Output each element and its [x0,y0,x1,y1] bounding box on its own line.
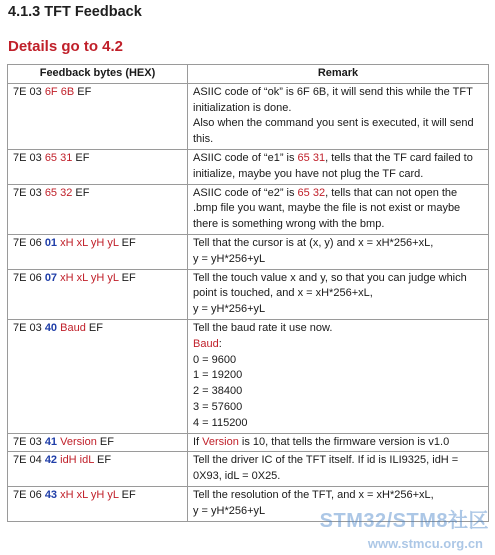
remark-cell [188,184,489,234]
remark-line [193,435,484,451]
byte-segment: 7E 04 [13,454,45,467]
remark-segment: Tell the baud rate it use now. [193,321,333,334]
remark-cell [188,319,489,433]
remark-line [193,453,484,485]
remark-segment: 4 = 115200 [193,416,248,429]
remark-segment: Tell that the cursor is at (x, y) and x = xH*256+xL, [193,236,434,249]
byte-segment: 42 [44,454,58,467]
remark-line [193,302,484,318]
byte-segment: idH idL [60,454,94,467]
remark-line [193,488,484,504]
watermark: STM32/STM8社区 [319,510,489,532]
remark-segment: 65 31 [297,151,326,164]
remark-segment: 1 = 19200 [193,369,243,382]
tft-feedback-table [7,64,489,522]
remark-line [193,186,484,233]
feedback-bytes-cell [8,83,188,149]
remark-segment: ASIIC code of “e1” is [193,151,298,164]
remark-segment: y = yH*256+yL [193,252,266,265]
remark-segment: 3 = 57600 [193,400,243,413]
details-subtitle: Details go to 4.2 [8,38,124,55]
table-row [8,83,489,149]
byte-segment: 7E 03 [13,151,45,164]
feedback-bytes-cell [8,149,188,184]
table-row [8,433,489,452]
byte-segment: 7E 03 [13,186,45,199]
table-row [8,234,489,269]
feedback-bytes-cell [8,452,188,487]
remark-segment: , tells that the TF card failed to initialize, maybe you have not plug the TF card. [193,151,473,180]
feedback-bytes-cell [8,184,188,234]
byte-segment: 65 31 [44,151,73,164]
byte-segment: xH xL yH yL [60,271,119,284]
table-row [8,149,489,184]
byte-segment: EF [93,454,112,467]
remark-cell [188,149,489,184]
byte-segment: EF [74,85,92,98]
byte-segment: xH xL yH yL [60,236,119,249]
remark-segment: y = yH*256+yL [193,504,266,517]
byte-segment: 7E 03 [13,435,45,448]
byte-segment: 40 [44,321,58,334]
remark-line [193,368,484,384]
byte-segment: EF [118,236,136,249]
byte-segment: 7E 03 [13,85,45,98]
remark-segment: , tells that can not open the .bmp file you want, maybe the file is not exist or maybe there is something wrong with the bmp. [193,186,461,231]
byte-segment: EF [85,321,103,334]
remark-segment: Version [202,435,239,448]
byte-segment: EF [96,435,114,448]
remark-line [193,400,484,416]
byte-segment: xH xL yH yL [60,488,119,501]
byte-segment: EF [72,151,90,164]
remark-line [193,271,484,303]
feedback-bytes-cell [8,433,188,452]
remark-segment: Tell the resolution of the TFT, and x = xH*256+xL, [193,488,434,501]
remark-segment: ASIIC code of “ok” is 6F 6B, it will send this while the TFT initialization is done. [193,85,473,114]
byte-segment: 7E 06 [13,271,45,284]
byte-segment: EF [72,186,90,199]
remark-line [193,321,484,337]
table-row [8,452,489,487]
remark-segment: is 10, that tells the firmware version is v1.0 [238,435,450,448]
remark-segment: Tell the touch value x and y, so that you can judge which point is touched, and x = xH*256+xL, [193,271,467,300]
byte-segment: 6F 6B [44,85,75,98]
remark-cell [188,269,489,319]
remark-segment: ASIIC code of “e2” is [193,186,298,199]
remark-line [193,416,484,432]
remark-cell [188,433,489,452]
byte-segment: 43 [44,488,58,501]
table-header-row [8,65,489,84]
section-title: 4.1.3 TFT Feedback [8,4,142,20]
byte-segment: EF [118,488,136,501]
remark-segment: : [218,337,222,350]
table-body [8,83,489,521]
feedback-bytes-cell [8,486,188,521]
table-row [8,269,489,319]
remark-segment: If [193,435,203,448]
remark-segment: Baud [193,337,219,350]
feedback-bytes-cell [8,234,188,269]
header-remark: Remark [188,65,489,84]
remark-line [193,337,484,353]
remark-line [193,353,484,369]
remark-line [193,116,484,148]
remark-line [193,151,484,183]
watermark-url: www.stmcu.org.cn [367,536,483,551]
byte-segment: 07 [44,271,58,284]
byte-segment: 7E 06 [13,236,45,249]
header-feedback-bytes: Feedback bytes (HEX) [8,65,188,84]
remark-segment: Tell the driver IC of the TFT itself. If id is ILI9325, idH = 0X93, idL = 0X25. [193,454,459,483]
byte-segment: 7E 06 [13,488,45,501]
remark-cell [188,234,489,269]
byte-segment: EF [118,271,136,284]
byte-segment: 01 [44,236,58,249]
byte-segment: Baud [60,321,86,334]
remark-segment: y = yH*256+yL [193,303,266,316]
byte-segment: 41 [44,435,58,448]
byte-segment: 7E 03 [13,321,45,334]
remark-line [193,236,484,252]
remark-segment: Also when the command you sent is executed, it will send this. [193,117,474,146]
byte-segment: 65 32 [44,186,73,199]
feedback-bytes-cell [8,319,188,433]
remark-line [193,252,484,268]
feedback-bytes-cell [8,269,188,319]
byte-segment: Version [60,435,97,448]
remark-cell [188,83,489,149]
remark-segment: 0 = 9600 [193,353,237,366]
remark-line [193,85,484,117]
table-row [8,184,489,234]
remark-cell [188,452,489,487]
remark-line [193,384,484,400]
remark-segment: 65 32 [297,186,326,199]
table-row [8,319,489,433]
remark-segment: 2 = 38400 [193,385,243,398]
